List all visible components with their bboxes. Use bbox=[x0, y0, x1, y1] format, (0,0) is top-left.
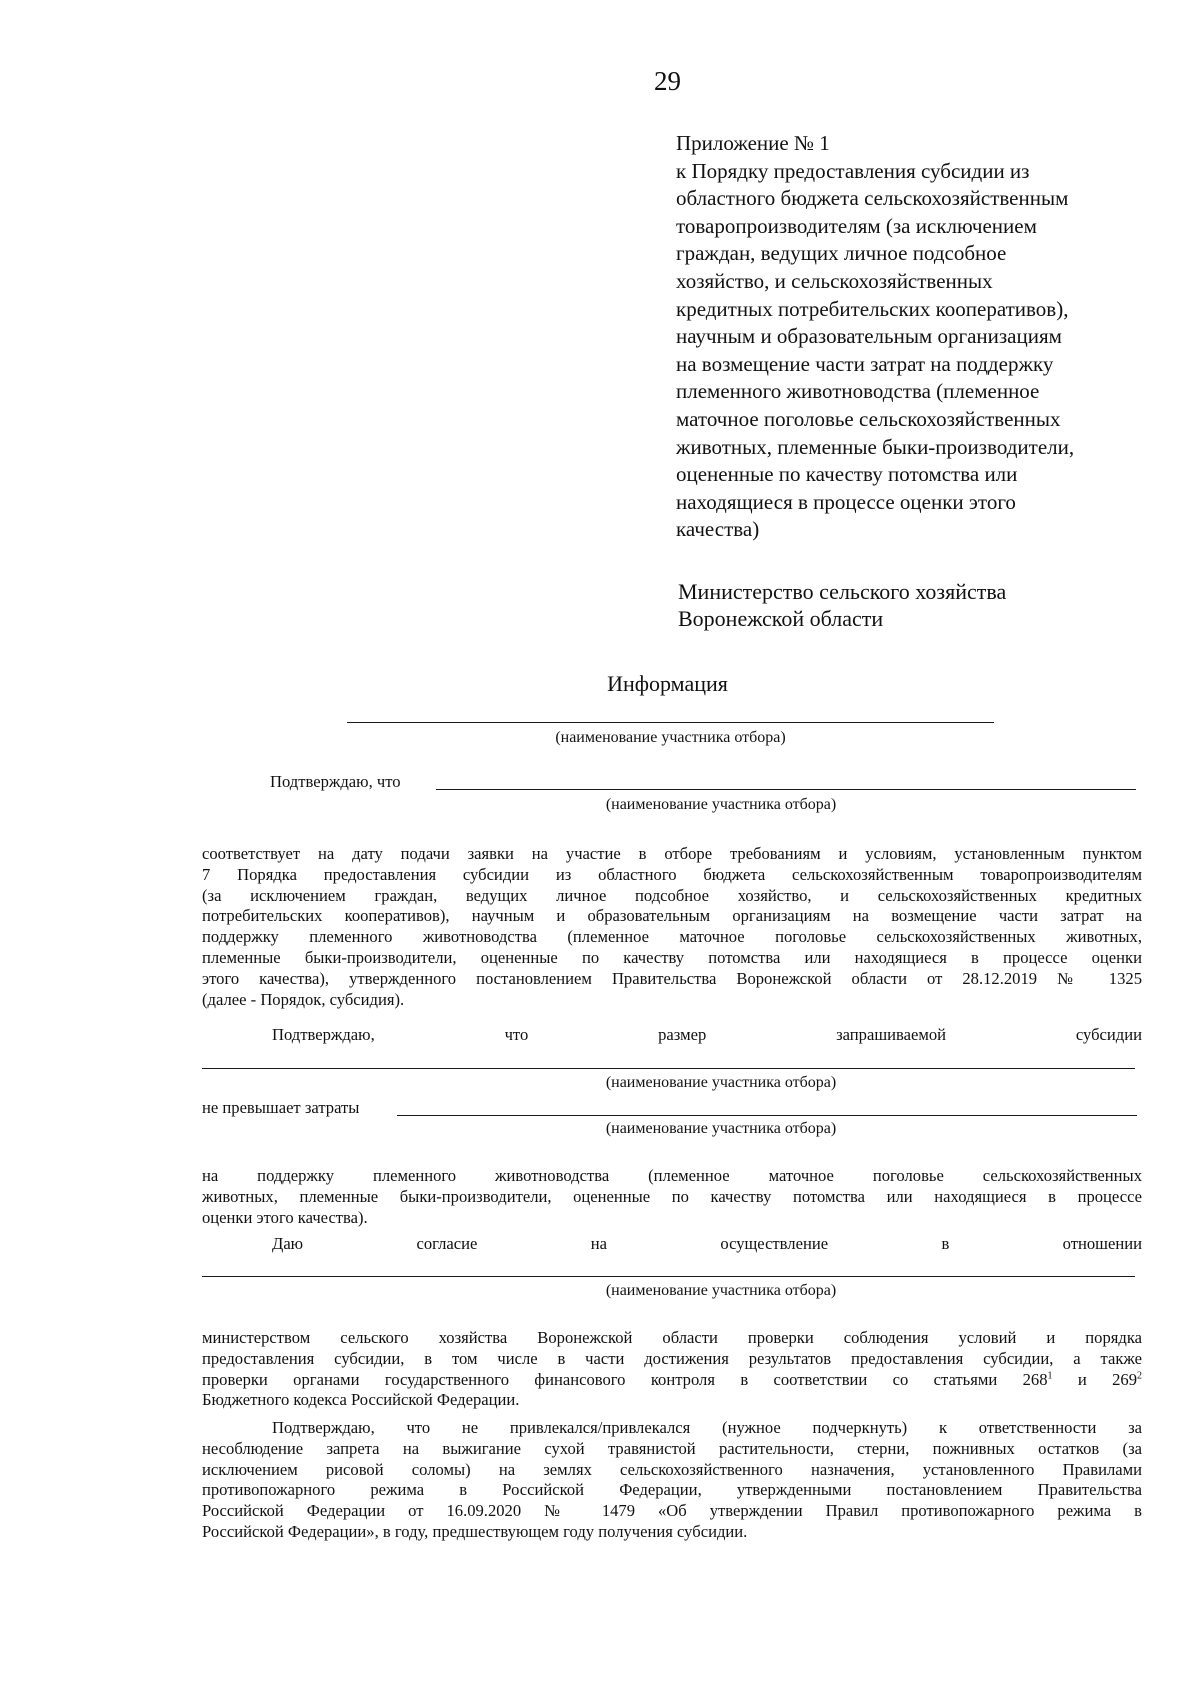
appendix-line: областного бюджета сельскохозяйственным bbox=[676, 186, 1069, 211]
paragraph-line: несоблюдение запрета на выжигание сухой травянистой растительности, стерни, пожнивных остатков (за bbox=[202, 1438, 1142, 1458]
participant-name-line[interactable] bbox=[397, 1115, 1137, 1116]
paragraph-line: Российской Федерации от 16.09.2020 № 1479 «Об утверждении Правил противопожарного режима в bbox=[202, 1501, 1142, 1521]
breeding-paragraph bbox=[202, 1166, 1142, 1228]
appendix-line: находящиеся в процессе оценки этого bbox=[676, 489, 1016, 514]
paragraph-line: на поддержку племенного животноводства (племенное маточное поголовье сельскохозяйственных bbox=[202, 1166, 1142, 1185]
statement-word: отношении bbox=[1062, 1234, 1142, 1253]
participant-caption: (наименование участника отбора) bbox=[555, 729, 786, 746]
page-number: 29 bbox=[654, 66, 681, 96]
text-fragment: и 269 bbox=[1052, 1369, 1137, 1389]
participant-caption: (наименование участника отбора) bbox=[605, 1120, 837, 1137]
paragraph-line bbox=[202, 1370, 1142, 1391]
appendix-line: к Порядку предоставления субсидии из bbox=[676, 158, 1030, 183]
participant-name-line[interactable] bbox=[202, 1276, 1135, 1277]
appendix-line: Приложение № 1 bbox=[676, 131, 830, 155]
statement-word: запрашиваемой bbox=[836, 1025, 947, 1044]
appendix-line: на возмещение части затрат на поддержку bbox=[676, 351, 1054, 376]
statement-word: согласие bbox=[416, 1234, 478, 1253]
appendix-line: товаропроизводителям (за исключением bbox=[676, 213, 1037, 238]
not-exceed-label: не превышает затраты bbox=[202, 1098, 360, 1117]
participant-name-line[interactable] bbox=[202, 1068, 1135, 1069]
participant-name-line[interactable] bbox=[436, 789, 1136, 790]
appendix-line: маточное поголовье сельскохозяйственных bbox=[676, 406, 1061, 431]
paragraph-line: министерством сельского хозяйства Воронежской области проверки соблюдения условий и порядка bbox=[202, 1328, 1142, 1347]
participant-caption: (наименование участника отбора) bbox=[605, 796, 837, 813]
participant-caption: (наименование участника отбора) bbox=[605, 1282, 837, 1299]
paragraph-line: исключением рисовой соломы) на землях сельскохозяйственного назначения, установленного Правилами bbox=[202, 1459, 1142, 1479]
paragraph-line: противопожарного режима в Российской Федерации, утвержденными постановлением Правительства bbox=[202, 1480, 1142, 1500]
ministry-addressee bbox=[678, 578, 1006, 632]
paragraph-line: оценки этого качества). bbox=[202, 1207, 368, 1227]
superscript: 1 bbox=[1047, 1370, 1053, 1382]
paragraph-line: предоставления субсидии, в том числе в части достижения результатов предоставления субсидии, а также bbox=[202, 1348, 1142, 1368]
statement-word: в bbox=[941, 1234, 950, 1253]
statement-word: Подтверждаю, bbox=[272, 1025, 375, 1044]
appendix-line: кредитных потребительских кооперативов), bbox=[676, 296, 1069, 321]
paragraph-line: этого качества), утвержденного постановлением Правительства Воронежской области от 28.12.2019 № 1325 bbox=[202, 968, 1142, 988]
appendix-line: граждан, ведущих личное подсобное bbox=[676, 241, 1007, 266]
paragraph-line: Бюджетного кодекса Российской Федерации. bbox=[202, 1390, 520, 1410]
ministry-line: Министерство сельского хозяйства bbox=[678, 579, 1007, 604]
ministry-line: Воронежской области bbox=[678, 606, 884, 631]
statement-word: осуществление bbox=[720, 1234, 829, 1253]
inspection-consent-paragraph bbox=[202, 1328, 1142, 1411]
statement-word: размер bbox=[658, 1025, 707, 1044]
appendix-line: научным и образовательным организациям bbox=[676, 324, 1062, 349]
paragraph-line: Подтверждаю, что не привлекался/привлекался (нужное подчеркнуть) к ответственности за bbox=[272, 1418, 1142, 1437]
appendix-line: качества) bbox=[676, 517, 760, 542]
participant-name-line[interactable] bbox=[347, 722, 994, 723]
statement-word: Даю bbox=[272, 1234, 304, 1253]
paragraph-line: поддержку племенного животноводства (племенное маточное поголовье сельскохозяйственных животных, bbox=[202, 927, 1142, 947]
eligibility-paragraph bbox=[202, 844, 1142, 1010]
subsidy-size-statement bbox=[202, 1025, 1142, 1045]
appendix-line: хозяйство, и сельскохозяйственных bbox=[676, 268, 993, 293]
appendix-line: животных, племенные быки-производители, bbox=[676, 434, 1075, 459]
paragraph-line: потребительских кооперативов), научным и образовательным организациям на возмещение части затрат на bbox=[202, 906, 1142, 926]
paragraph-line: племенные быки-производители, оцененные по качеству потомства или находящиеся в процессе оценки bbox=[202, 947, 1142, 967]
statement-word: на bbox=[590, 1234, 607, 1253]
document-heading: Информация bbox=[607, 671, 728, 696]
consent-statement bbox=[202, 1234, 1142, 1254]
paragraph-line: (за исключением граждан, ведущих личное подсобное хозяйство, и сельскохозяйственных кредитных bbox=[202, 885, 1142, 905]
paragraph-line: соответствует на дату подачи заявки на участие в отборе требованиям и условиям, установленным пунктом bbox=[202, 844, 1142, 863]
statement-word: субсидии bbox=[1075, 1025, 1142, 1044]
appendix-line: племенного животноводства (племенное bbox=[676, 379, 1040, 404]
appendix-line: оцененные по качеству потомства или bbox=[676, 462, 1018, 487]
text-fragment: проверки органами государственного финансового контроля в соответствии со статьями 268 bbox=[202, 1369, 1048, 1389]
confirm-label: Подтверждаю, что bbox=[270, 772, 401, 791]
statement-word: что bbox=[504, 1025, 529, 1044]
appendix-header bbox=[676, 130, 1156, 544]
participant-caption: (наименование участника отбора) bbox=[605, 1074, 837, 1091]
paragraph-line: (далее - Порядок, субсидия). bbox=[202, 989, 405, 1009]
fire-safety-paragraph bbox=[202, 1418, 1142, 1543]
paragraph-line: 7 Порядка предоставления субсидии из областного бюджета сельскохозяйственным товаропроизводителям bbox=[202, 864, 1142, 884]
paragraph-line: животных, племенные быки-производители, оцененные по качеству потомства или находящиеся в процессе bbox=[202, 1186, 1142, 1206]
paragraph-line: Российской Федерации», в году, предшествующем году получения субсидии. bbox=[202, 1521, 748, 1541]
superscript: 2 bbox=[1137, 1370, 1142, 1382]
